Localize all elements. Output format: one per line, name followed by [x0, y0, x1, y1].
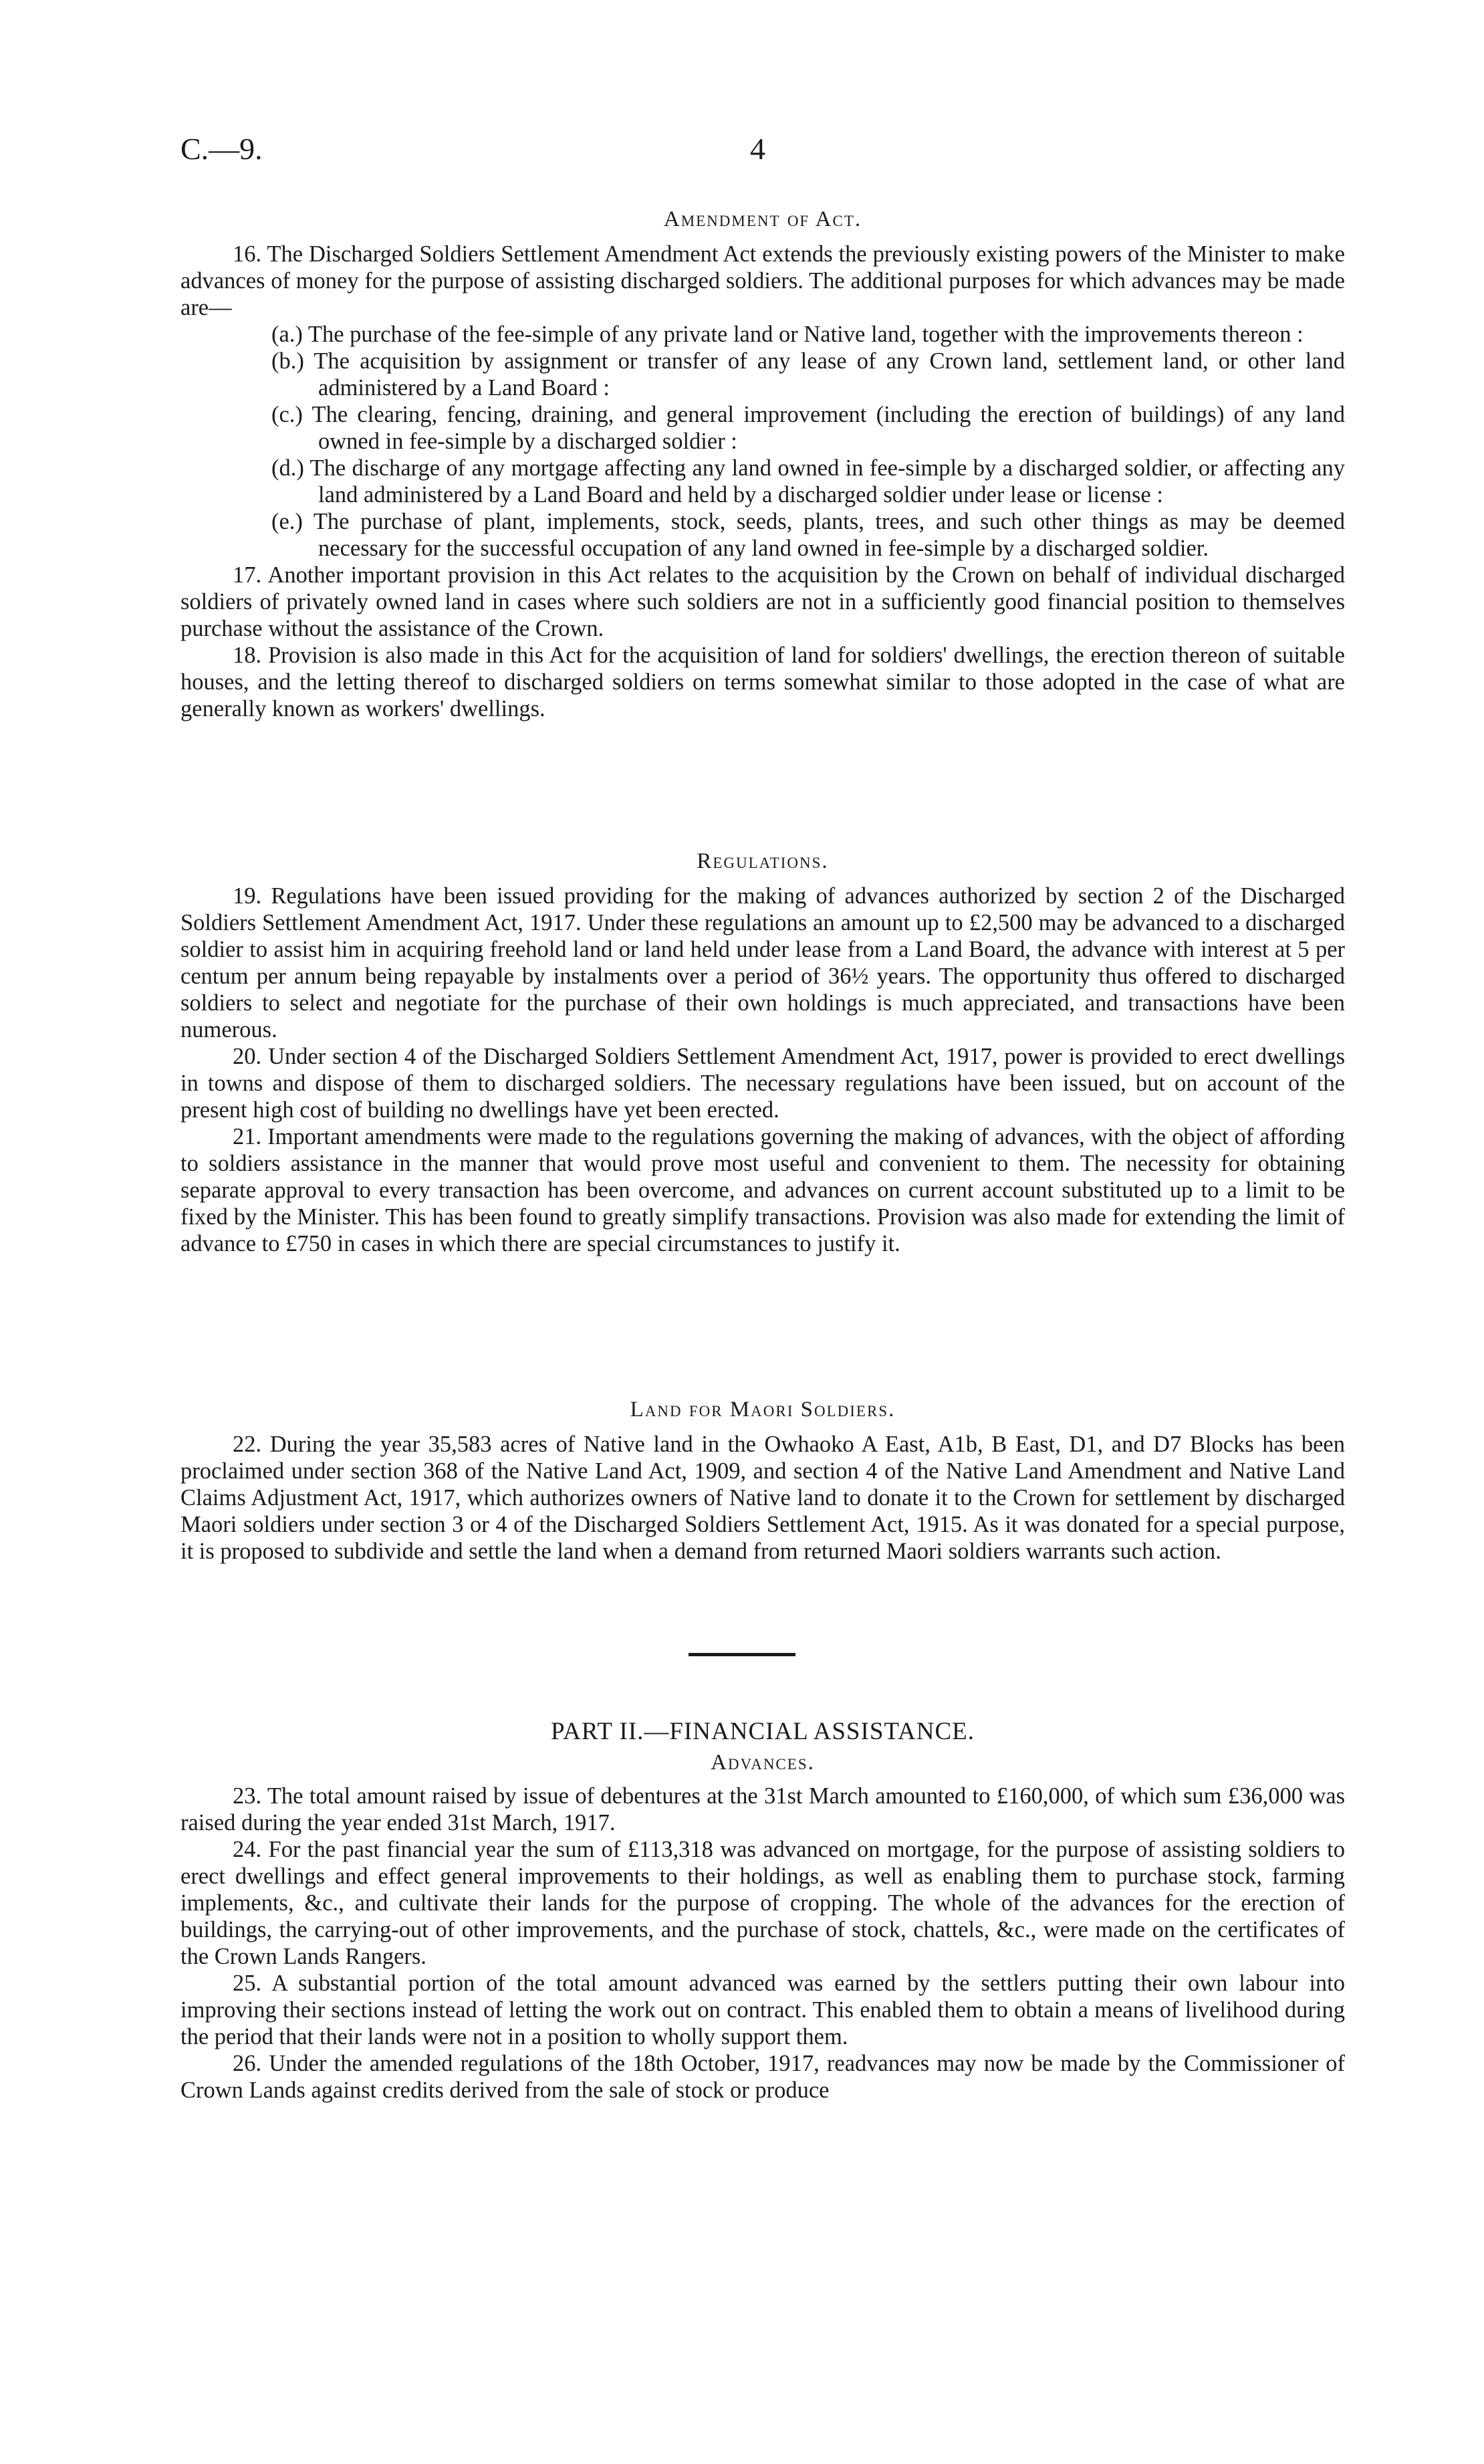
paragraph-18: 18. Provision is also made in this Act for the acquisition of land for soldiers' dwellings, the erection thereon of suitable houses, and the letting thereof to discharged soldiers on terms somewhat similar to those adopted in the case of what are generally known as workers' dwellings.	[180, 643, 1345, 721]
section-heading: Regulations.	[697, 849, 829, 873]
section-regulations	[180, 848, 1345, 1257]
paragraph-23: 23. The total amount raised by issue of debentures at the 31st March amounted to £160,000, of which sum £36,000 was raised during the year ended 31st March, 1917.	[180, 1783, 1345, 1835]
section-financial-assistance	[180, 1718, 1345, 2104]
section-heading: Amendment of Act.	[663, 207, 862, 231]
section-heading: Land for Maori Soldiers.	[630, 1397, 896, 1422]
paragraph-19: 19. Regulations have been issued providing for the making of advances authorized by section 2 of the Discharged Soldiers Settlement Amendment Act, 1917. Under these regulations an amount up to £2,500 may be advanced to a discharged soldier to assist him in acquiring freehold land or land held under lease from a Land Board, the advance with interest at 5 per centum per annum being repayable by instalments over a period of 36½ years. The opportunity thus offered to discharged soldiers to select and negotiate for the purchase of their own holdings is much appreciated, and transactions have been numerous.	[180, 883, 1345, 1042]
paragraph-21: 21. Important amendments were made to the regulations governing the making of advances, with the object of affording to soldiers assistance in the manner that would prove most useful and convenient to them. The necessity for obtaining separate approval to every transaction has been overcome, and advances on current account substituted up to a limit to be fixed by the Minister. This has been found to greatly simplify transactions. Provision was also made for extending the limit of advance to £750 in cases in which there are special circumstances to justify it.	[180, 1124, 1345, 1256]
section-land-for-maori-soldiers	[180, 1396, 1345, 1565]
paragraph-24: 24. For the past financial year the sum of £113,318 was advanced on mortgage, for the purpose of assisting soldiers to erect dwellings and effect general improvements to their holdings, as well as enabling them to purchase stock, farming implements, &c., and cultivate their lands for the purpose of cropping. The whole of the advances for the erection of buildings, the carrying-out of other improvements, and the purchase of stock, chattels, &c., were made on the certificates of the Crown Lands Rangers.	[180, 1837, 1345, 1969]
page-header	[180, 131, 1304, 178]
section-amendment-of-act	[180, 206, 1345, 722]
paragraph-22: 22. During the year 35,583 acres of Native land in the Owhaoko A East, A1b, B East, D1, and D7 Blocks has been proclaimed under section 368 of the Native Land Act, 1909, and section 4 of the Native Land Amendment and Native Land Claims Adjustment Act, 1917, which authorizes owners of Native land to donate it to the Crown for settlement by discharged Maori soldiers under section 3 or 4 of the Discharged Soldiers Settlement Act, 1915. As it was donated for a special purpose, it is proposed to subdivide and settle the land when a demand from returned Maori soldiers warrants such action.	[180, 1432, 1345, 1564]
document-reference: C.—9.	[180, 132, 263, 166]
list-item-b: (b.) The acquisition by assignment or transfer of any lease of any Crown land, settlement land, or other land administered by a Land Board :	[271, 348, 1345, 401]
list-item-c: (c.) The clearing, fencing, draining, and general improvement (including the erection of buildings) of any land owned in fee-simple by a discharged soldier :	[271, 402, 1345, 454]
list-item-d: (d.) The discharge of any mortgage affecting any land owned in fee-simple by a discharged soldier, or affecting any land administered by a Land Board and held by a discharged soldier under lease or license :	[271, 455, 1345, 508]
paragraph-20: 20. Under section 4 of the Discharged Soldiers Settlement Amendment Act, 1917, power is provided to erect dwellings in towns and dispose of them to discharged soldiers. The necessary regulations have been issued, but on account of the present high cost of building no dwellings have yet been erected.	[180, 1044, 1345, 1123]
paragraph-26: 26. Under the amended regulations of the 18th October, 1917, readvances may now be made by the Commissioner of Crown Lands against credits derived from the sale of stock or produce	[180, 2051, 1345, 2103]
paragraph-25: 25. A substantial portion of the total amount advanced was earned by the settlers putting their own labour into improving their sections instead of letting the work out on contract. This enabled them to obtain a means of livelihood during the period that their lands were not in a position to wholly support them.	[180, 1971, 1345, 2049]
list-item-a: (a.) The purchase of the fee-simple of any private land or Native land, together with the improvements thereon :	[271, 322, 1304, 347]
paragraph-16: 16. The Discharged Soldiers Settlement Amendment Act extends the previously existing powers of the Minister to make advances of money for the purpose of assisting discharged soldiers. The additional purposes for which advances may be made are—	[180, 241, 1345, 320]
divider-rule	[689, 1653, 795, 1656]
section-heading: Advances.	[711, 1751, 815, 1775]
paragraph-17: 17. Another important provision in this Act relates to the acquisition by the Crown on behalf of individual discharged soldiers of privately owned land in cases where such soldiers are not in a sufficiently good financial position to themselves purchase without the assistance of the Crown.	[180, 562, 1345, 641]
list-item-e: (e.) The purchase of plant, implements, stock, seeds, plants, trees, and such other things as may be deemed necessary for the successful occupation of any land owned in fee-simple by a discharged soldier.	[271, 509, 1345, 561]
page-number: 4	[750, 132, 765, 166]
part-title: PART II.—FINANCIAL ASSISTANCE.	[550, 1718, 975, 1745]
section-divider	[0, 1653, 1484, 1656]
